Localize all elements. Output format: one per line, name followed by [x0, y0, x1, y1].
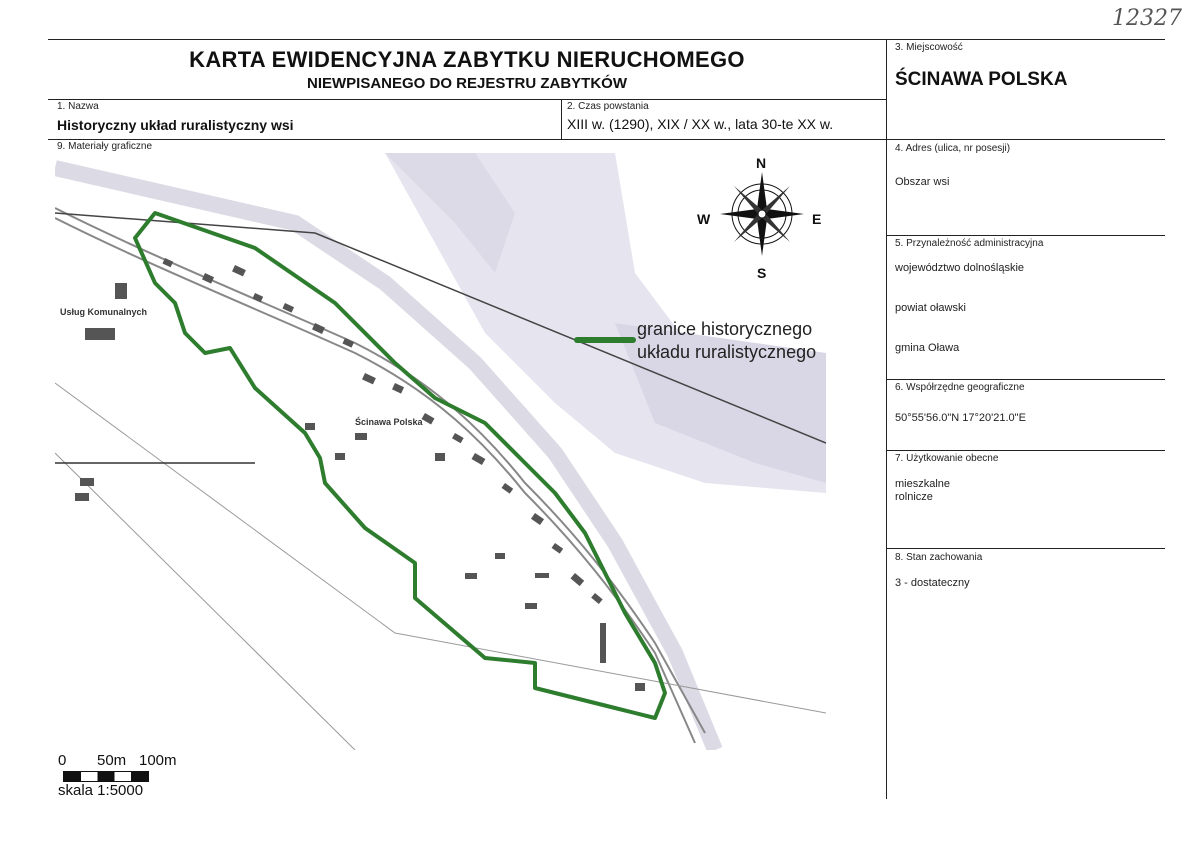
divider-6-7 [886, 450, 1165, 451]
top-border [48, 39, 1165, 40]
wojewodztwo-value: województwo dolnośląskie [895, 262, 1025, 274]
przynaleznosc-label: 5. Przynależność administracyjna [895, 238, 1044, 249]
divider-4-5 [886, 235, 1165, 236]
divider-name [48, 139, 1165, 140]
card-subtitle: NIEWPISANEGO DO REJESTRU ZABYTKÓW [306, 75, 628, 92]
miejscowosc-label: 3. Miejscowość [895, 42, 963, 53]
village-label: Ścinawa Polska [355, 417, 423, 427]
legend-text-1: granice historycznego [637, 319, 813, 339]
powiat-value: powiat oławski [895, 302, 966, 314]
card-title: KARTA EWIDENCYJNA ZABYTKU NIERUCHOMEGO [189, 47, 745, 72]
stan-label: 8. Stan zachowania [895, 552, 983, 563]
compass-north: N [756, 155, 767, 171]
site-map [55, 153, 826, 750]
nazwa-label: 1. Nazwa [57, 101, 99, 112]
reference-number: 12327 [1112, 6, 1182, 31]
scale-tick-0: 0 [58, 752, 67, 769]
uzytkowanie-label: 7. Użytkowanie obecne [895, 453, 999, 464]
map-graphic [55, 153, 826, 750]
divider-7-8 [886, 548, 1165, 549]
legend-text-2: układu ruralistycznego [637, 342, 817, 362]
adres-label: 4. Adres (ulica, nr posesji) [895, 143, 1011, 154]
compass-south: S [757, 265, 767, 281]
nazwa-value: Historyczny układ ruralistyczny wsi [57, 117, 294, 133]
column-divider [886, 39, 887, 799]
gmina-value: gmina Oława [895, 342, 960, 354]
divider-title [48, 99, 886, 100]
scale-tick-100: 100m [139, 752, 177, 769]
scale-tick-50: 50m [97, 752, 127, 769]
uzytkowanie-value-1: mieszkalne [895, 478, 951, 490]
uzytkowanie-value-2: rolnicze [895, 491, 933, 503]
miejscowosc-value: ŚCINAWA POLSKA [895, 69, 1068, 90]
wspolrzedne-label: 6. Współrzędne geograficzne [895, 382, 1025, 393]
czas-value: XIII w. (1290), XIX / XX w., lata 30-te XX w. [567, 116, 834, 132]
divider-5-6 [886, 379, 1165, 380]
name-date-divider [561, 99, 562, 139]
adres-value: Obszar wsi [895, 176, 950, 188]
stan-value: 3 - dostateczny [895, 577, 970, 589]
scale-caption: skala 1:5000 [58, 782, 144, 799]
wspolrzedne-value: 50°55'56.0"N 17°20'21.0"E [895, 412, 1026, 424]
materialy-label: 9. Materiały graficzne [57, 141, 153, 152]
compass-east: E [812, 211, 822, 227]
compass-west: W [697, 211, 711, 227]
scale-bar-graphic [63, 771, 149, 782]
uslug-label: Usług Komunalnych [60, 307, 148, 317]
czas-label: 2. Czas powstania [567, 101, 649, 112]
